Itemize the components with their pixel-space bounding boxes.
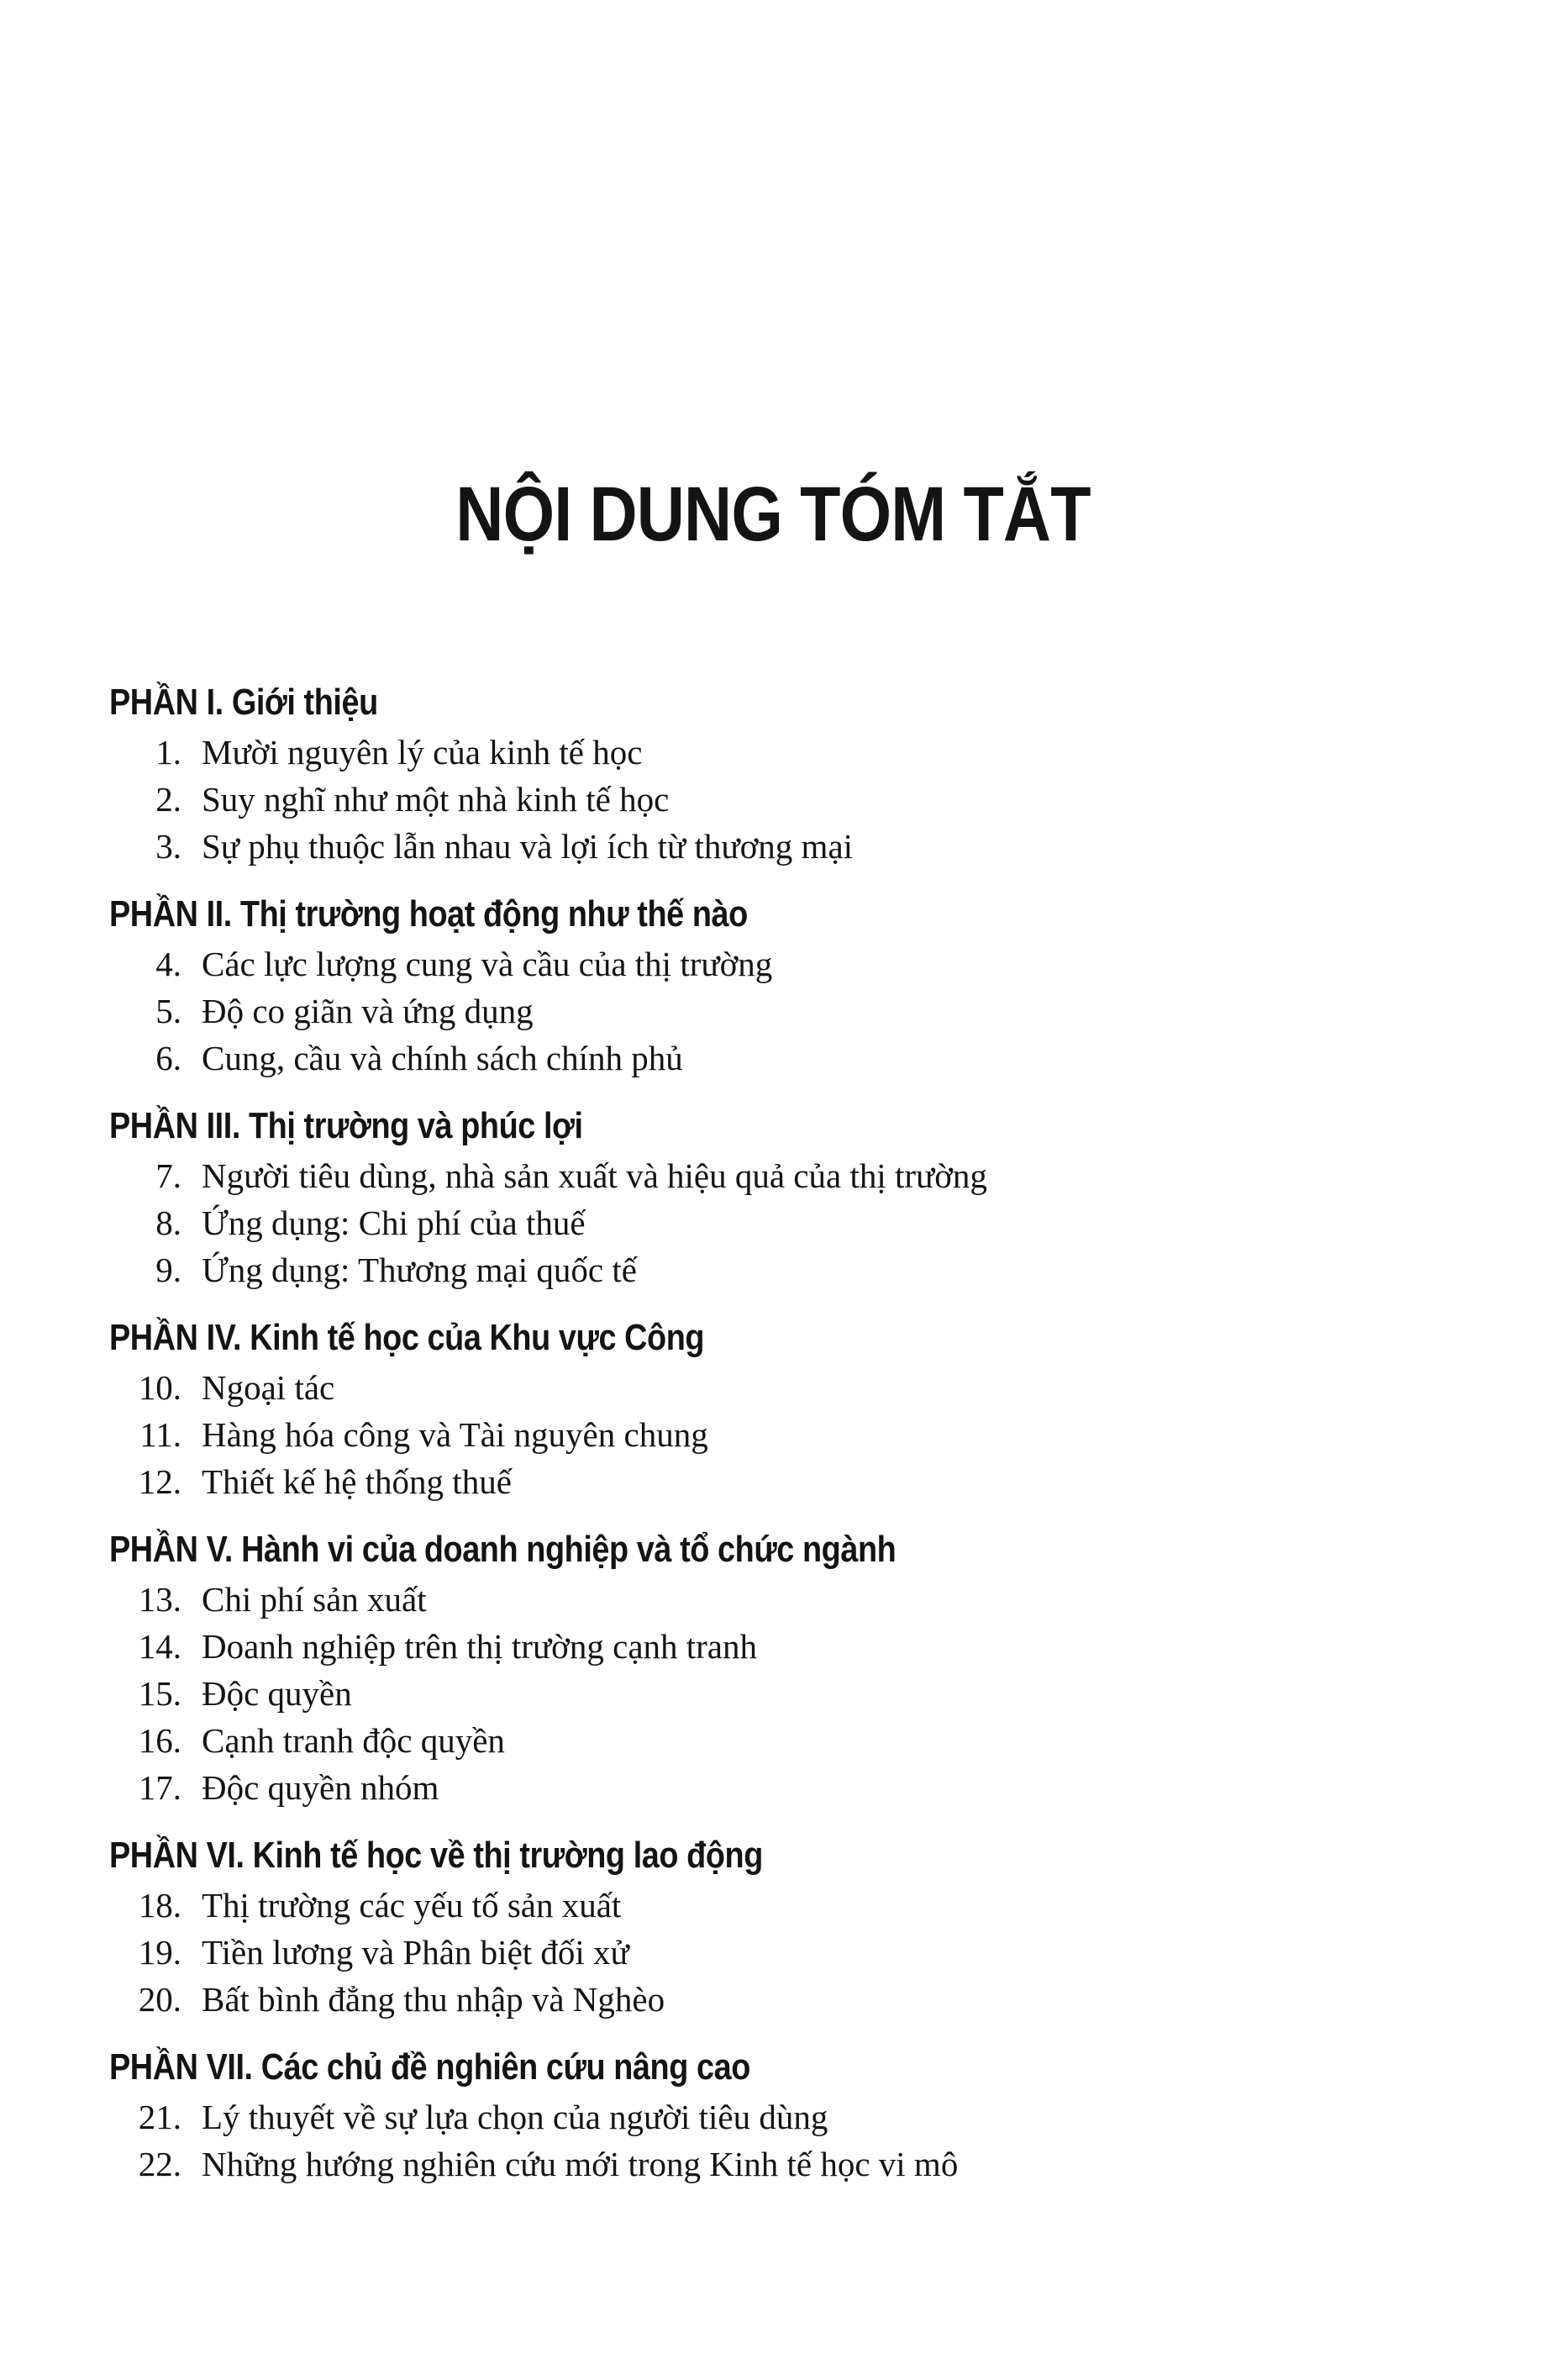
chapter-entry (109, 729, 1470, 776)
chapter-entry (109, 940, 1470, 987)
part-heading: PHẦN V. Hành vi của doanh nghiệp và tổ chức ngành (109, 1529, 897, 1570)
table-of-contents (109, 677, 1470, 2188)
chapter-number: 15. (138, 1674, 181, 1713)
part-heading: PHẦN II. Thị trường hoạt động như thế nào (109, 893, 748, 935)
chapter-entry (109, 1717, 1470, 1764)
chapter-number: 5. (155, 992, 181, 1030)
chapter-number: 10. (138, 1368, 181, 1407)
chapter-title: Sự phụ thuộc lẫn nhau và lợi ích từ thương mại (202, 827, 854, 866)
chapter-entry (109, 1576, 1470, 1623)
chapter-title: Tiền lương và Phân biệt đối xử (202, 1933, 629, 1972)
chapter-number: 6. (155, 1039, 181, 1077)
chapter-entry (109, 1623, 1470, 1670)
chapter-entry (109, 1246, 1470, 1293)
chapter-entry (109, 776, 1470, 823)
chapter-entry (109, 1670, 1470, 1717)
chapter-number: 3. (155, 827, 181, 866)
chapter-entry (109, 2140, 1470, 2188)
part-heading: PHẦN VII. Các chủ đề nghiên cứu nâng cao (109, 2046, 750, 2088)
toc-part (109, 1524, 1470, 1811)
chapter-entry (109, 1458, 1470, 1505)
chapter-number: 20. (138, 1980, 181, 2019)
toc-part (109, 2041, 1470, 2188)
chapter-entry (109, 1764, 1470, 1811)
chapter-title: Bất bình đẳng thu nhập và Nghèo (202, 1980, 665, 2019)
chapter-entry (109, 1929, 1470, 1976)
chapter-number: 19. (138, 1933, 181, 1972)
page-title: NỘI DUNG TÓM TẮT (455, 471, 1091, 557)
chapter-entry (109, 987, 1470, 1035)
chapter-entry (109, 823, 1470, 870)
chapter-number: 2. (155, 780, 181, 819)
chapter-entry (109, 1976, 1470, 2023)
chapter-title: Mười nguyên lý của kinh tế học (202, 733, 643, 771)
part-heading: PHẦN VI. Kinh tế học về thị trường lao động (109, 1835, 763, 1876)
part-heading: PHẦN IV. Kinh tế học của Khu vực Công (109, 1317, 705, 1358)
chapter-entry (109, 1199, 1470, 1246)
chapter-number: 12. (138, 1462, 181, 1501)
chapter-number: 11. (139, 1415, 181, 1454)
toc-part (109, 1830, 1470, 2023)
chapter-number: 7. (155, 1156, 181, 1195)
toc-part (109, 1312, 1470, 1505)
toc-part (109, 888, 1470, 1082)
chapter-number: 13. (138, 1580, 181, 1619)
chapter-title: Suy nghĩ như một nhà kinh tế học (202, 780, 670, 819)
chapter-title: Cạnh tranh độc quyền (202, 1721, 505, 1760)
chapter-entry (109, 1035, 1470, 1082)
chapter-title: Người tiêu dùng, nhà sản xuất và hiệu quả của thị trường (202, 1156, 987, 1195)
chapter-title: Độc quyền (202, 1674, 352, 1713)
chapter-title: Chi phí sản xuất (202, 1580, 427, 1619)
chapter-number: 22. (138, 2145, 181, 2183)
toc-part (109, 1100, 1470, 1293)
chapter-number: 17. (138, 1768, 181, 1807)
chapter-number: 16. (138, 1721, 181, 1760)
chapter-title: Thiết kế hệ thống thuế (202, 1462, 512, 1501)
chapter-title: Ứng dụng: Thương mại quốc tế (202, 1251, 637, 1289)
chapter-title: Các lực lượng cung và cầu của thị trường (202, 945, 773, 983)
chapter-entry (109, 2093, 1470, 2140)
chapter-title: Lý thuyết về sự lựa chọn của người tiêu dùng (202, 2098, 828, 2136)
part-heading: PHẦN III. Thị trường và phúc lợi (109, 1105, 583, 1146)
chapter-number: 18. (138, 1886, 181, 1925)
chapter-title: Độc quyền nhóm (202, 1768, 439, 1807)
chapter-entry (109, 1152, 1470, 1199)
chapter-title: Ngoại tác (202, 1368, 335, 1407)
chapter-number: 8. (155, 1203, 181, 1242)
chapter-title: Thị trường các yếu tố sản xuất (202, 1886, 622, 1925)
part-heading: PHẦN I. Giới thiệu (109, 682, 378, 723)
chapter-title: Cung, cầu và chính sách chính phủ (202, 1039, 683, 1077)
chapter-title: Ứng dụng: Chi phí của thuế (202, 1203, 586, 1242)
chapter-number: 9. (155, 1251, 181, 1289)
chapter-entry (109, 1364, 1470, 1411)
chapter-title: Những hướng nghiên cứu mới trong Kinh tế học vi mô (202, 2145, 959, 2183)
chapter-number: 4. (155, 945, 181, 983)
chapter-number: 14. (138, 1627, 181, 1666)
chapter-entry (109, 1882, 1470, 1929)
chapter-title: Độ co giãn và ứng dụng (202, 992, 534, 1030)
chapter-number: 21. (138, 2098, 181, 2136)
toc-part (109, 677, 1470, 870)
chapter-title: Doanh nghiệp trên thị trường cạnh tranh (202, 1627, 758, 1666)
chapter-title: Hàng hóa công và Tài nguyên chung (202, 1415, 708, 1454)
chapter-entry (109, 1411, 1470, 1458)
chapter-number: 1. (155, 733, 181, 771)
